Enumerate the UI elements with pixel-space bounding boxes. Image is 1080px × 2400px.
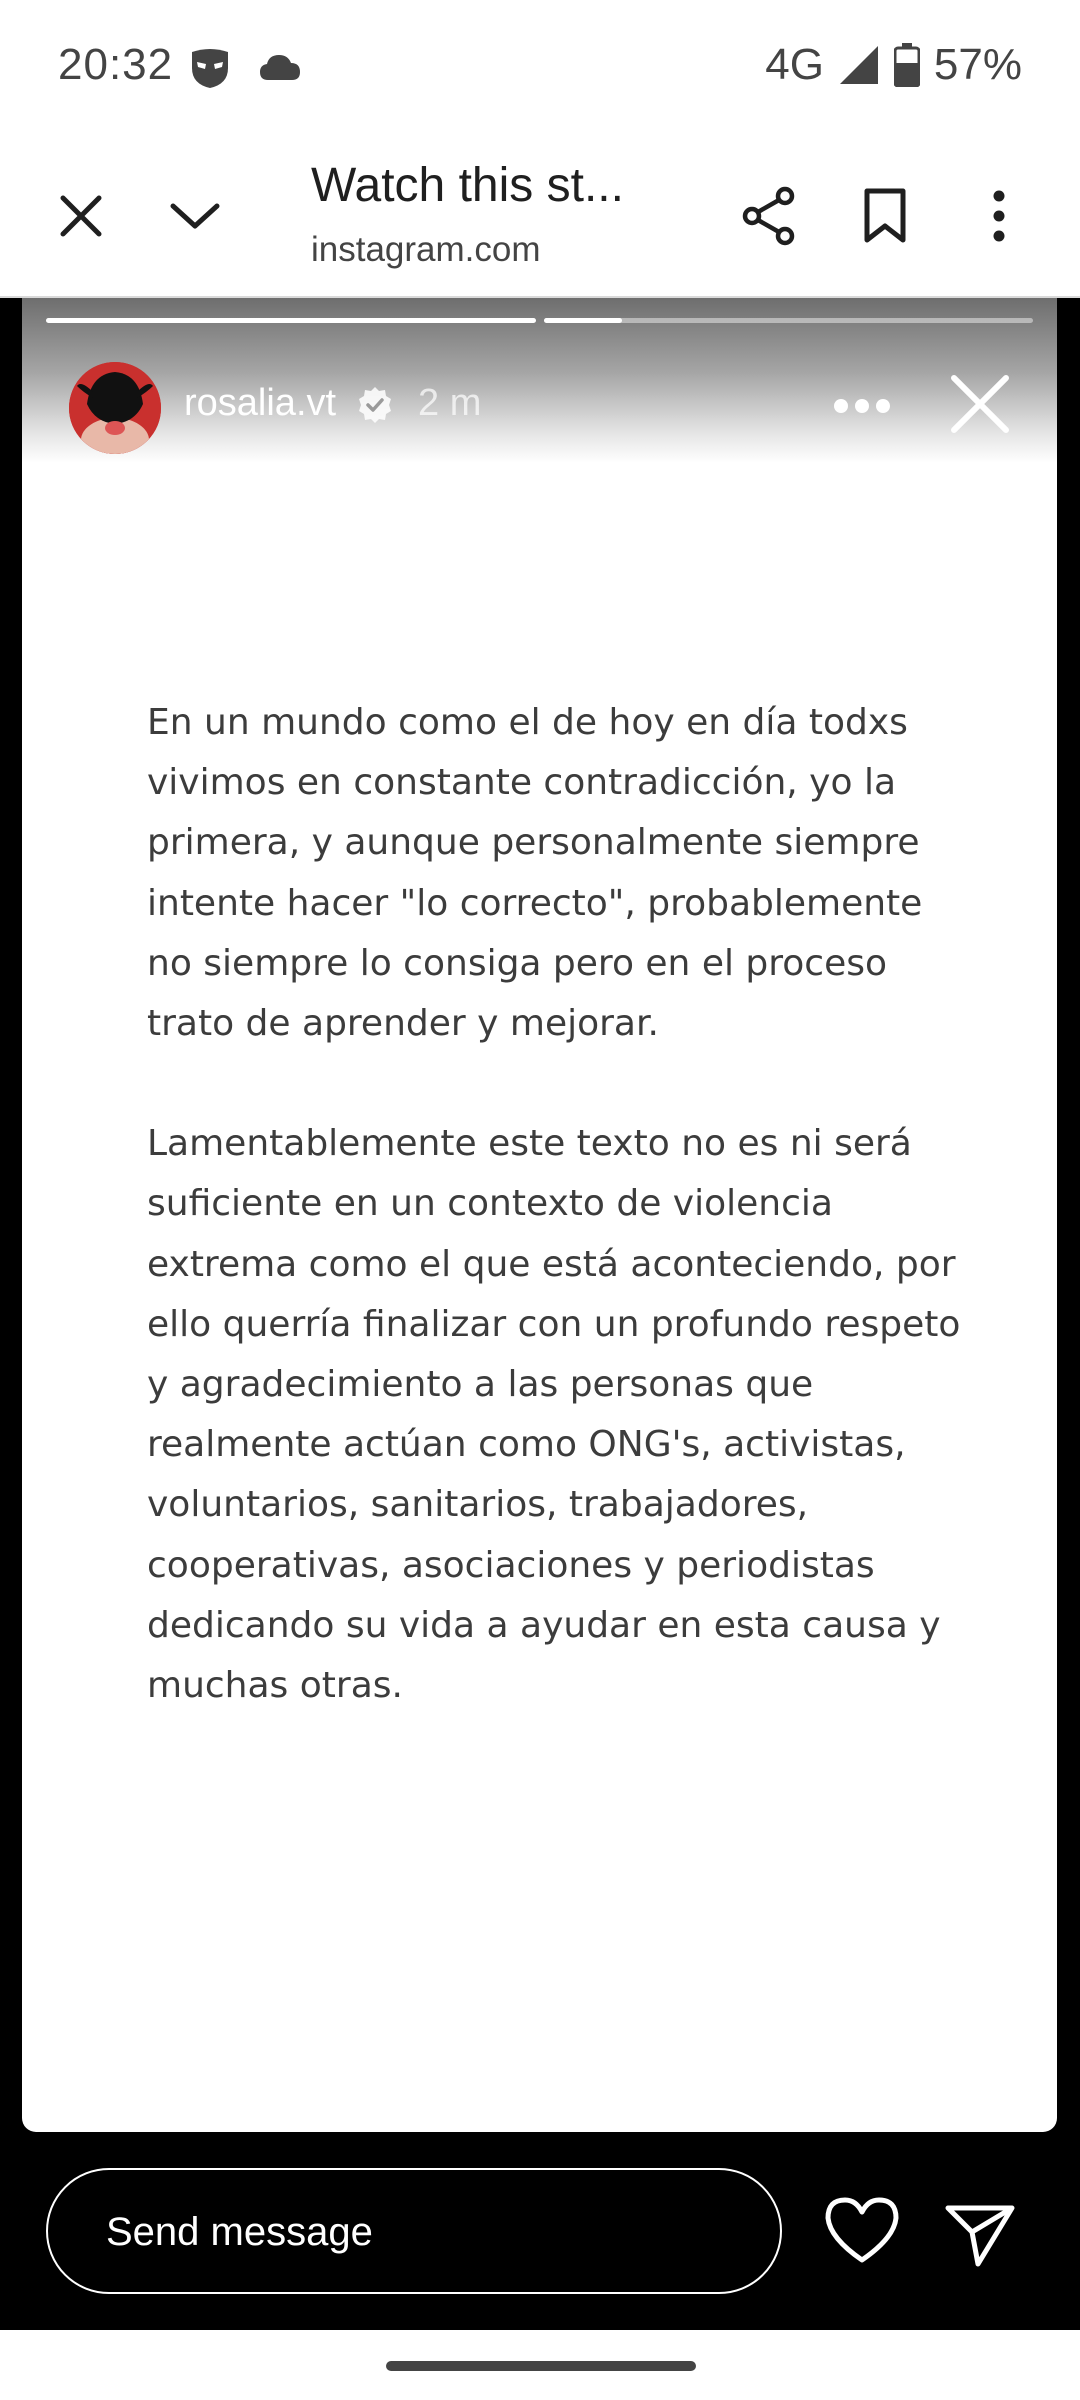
verified-badge-icon (356, 386, 394, 424)
more-horiz-icon (855, 399, 869, 413)
battery-level: 57% (933, 40, 1022, 89)
send-message-input[interactable] (46, 2168, 782, 2294)
more-horiz-icon (876, 399, 890, 413)
more-horiz-icon (834, 399, 848, 413)
page-title: Watch this st... (311, 159, 624, 212)
page-content (0, 298, 1080, 2330)
like-button[interactable] (820, 2188, 904, 2272)
heart-icon (820, 2188, 904, 2272)
avatar[interactable] (69, 362, 161, 454)
story-time-ago: 2 m (418, 382, 482, 424)
story-username[interactable]: rosalia.vt (184, 382, 337, 424)
cloud-icon (258, 52, 302, 82)
story-paragraph: Lamentablemente este texto no es ni será suficiente en un contexto de violencia extrema como el que está aconteciendo, por ello querría finalizar con un profundo respeto y agradecimiento a las personas que realmente actúan como ONG's, activistas, voluntarios, sanitarios, trabajadores, cooperativas, asociaciones y periodistas dedicando su vida a ayudar en esta causa y muchas otras. (147, 1123, 961, 1707)
home-gesture-handle[interactable] (386, 2361, 696, 2371)
close-tab-button[interactable] (36, 171, 126, 261)
more-vert-icon (991, 190, 1007, 242)
send-button[interactable] (940, 2188, 1020, 2272)
status-bar (0, 0, 1080, 134)
signal-icon (838, 44, 880, 86)
story-text (147, 693, 967, 1716)
share-button[interactable] (724, 171, 814, 261)
avatar-image (69, 362, 161, 454)
close-icon (59, 194, 103, 238)
gesture-nav-bar (0, 2330, 1080, 2400)
story-close-button[interactable] (940, 364, 1020, 444)
chevron-down-icon (169, 200, 221, 232)
close-icon (940, 364, 1020, 444)
network-type: 4G (765, 40, 824, 89)
story-paragraph: En un mundo como el de hoy en día todxs vivimos en constante contradicción, yo la primera, y aunque personalmente siempre intente hacer "lo correcto", probablemente no siempre lo consiga pero en el proceso trato de aprender y mejorar. (147, 702, 923, 1045)
status-time: 20:32 (58, 40, 174, 89)
more-options-button[interactable] (954, 171, 1044, 261)
message-bar (0, 2168, 1080, 2308)
story-progress-segment-2 (544, 318, 1033, 323)
send-icon (940, 2188, 1020, 2272)
send-message-placeholder: Send message (106, 2210, 373, 2254)
share-icon (741, 186, 797, 246)
bookmark-icon (863, 188, 907, 244)
story-progress-segment-1 (46, 318, 536, 323)
story-progress-fill (544, 318, 622, 323)
mask-app-icon (188, 46, 232, 90)
minimize-tab-button[interactable] (150, 171, 240, 261)
story-card[interactable] (22, 298, 1057, 2132)
custom-tab-toolbar (0, 134, 1080, 298)
status-right (765, 40, 1022, 90)
bookmark-button[interactable] (840, 171, 930, 261)
page-url: instagram.com (311, 230, 541, 269)
story-more-button[interactable] (822, 386, 902, 426)
battery-icon (894, 43, 920, 87)
